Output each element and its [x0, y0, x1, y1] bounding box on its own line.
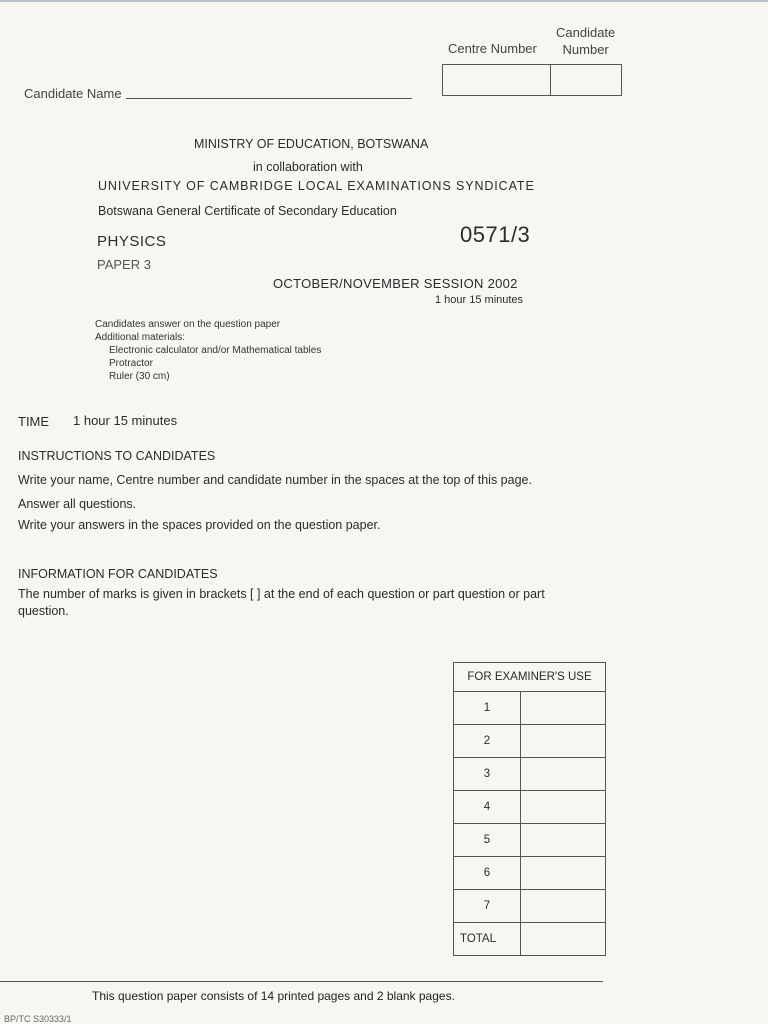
mark-cell — [521, 692, 606, 725]
materials-line: Candidates answer on the question paper — [95, 319, 281, 330]
time-value: 1 hour 15 minutes — [73, 413, 178, 428]
mark-cell — [521, 725, 606, 758]
centre-number-label: Centre Number — [448, 41, 537, 56]
table-row — [454, 824, 606, 857]
bgcse-heading: Botswana General Certificate of Secondary Education — [98, 204, 397, 218]
question-number: 1 — [454, 692, 521, 725]
materials-line: Additional materials: — [95, 332, 186, 343]
mark-cell — [521, 890, 606, 923]
examiner-use-table — [453, 662, 606, 956]
total-row — [454, 923, 606, 956]
instruction-line: Write your answers in the spaces provided on the question paper. — [18, 518, 381, 532]
examiner-heading: FOR EXAMINER'S USE — [454, 663, 606, 692]
number-box-divider — [550, 65, 551, 95]
question-number: 2 — [454, 725, 521, 758]
question-number: 6 — [454, 857, 521, 890]
time-label: TIME — [18, 414, 50, 429]
instruction-line: Write your name, Centre number and candidate number in the spaces at the top of this page. — [18, 473, 532, 487]
number-entry-box — [442, 64, 622, 96]
candidate-number-label-line1: Candidate — [556, 25, 616, 40]
ministry-heading: MINISTRY OF EDUCATION, BOTSWANA — [194, 137, 429, 151]
page-count-note: This question paper consists of 14 printed pages and 2 blank pages. — [92, 989, 455, 1003]
table-row — [454, 758, 606, 791]
mark-cell — [521, 824, 606, 857]
question-number: 3 — [454, 758, 521, 791]
materials-item: Ruler (30 cm) — [109, 371, 170, 382]
document-reference: BP/TC S30333/1 — [4, 1014, 72, 1024]
information-heading: INFORMATION FOR CANDIDATES — [18, 567, 218, 581]
materials-item: Electronic calculator and/or Mathematical tables — [109, 345, 322, 356]
examiner-header-row — [454, 663, 606, 692]
ucles-heading: UNIVERSITY OF CAMBRIDGE LOCAL EXAMINATIONS SYNDICATE — [98, 179, 535, 193]
question-number: 5 — [454, 824, 521, 857]
collaboration-text: in collaboration with — [253, 160, 363, 174]
table-row — [454, 857, 606, 890]
candidate-number-label — [556, 24, 615, 58]
instruction-line: Answer all questions. — [18, 497, 137, 511]
table-row — [454, 692, 606, 725]
total-cell — [521, 923, 606, 956]
total-label: TOTAL — [454, 923, 521, 956]
exam-session: OCTOBER/NOVEMBER SESSION 2002 — [273, 276, 518, 291]
candidate-name-label: Candidate Name — [24, 86, 122, 101]
table-row — [454, 791, 606, 824]
mark-cell — [521, 857, 606, 890]
instructions-heading: INSTRUCTIONS TO CANDIDATES — [18, 449, 216, 463]
subject-title: PHYSICS — [97, 233, 167, 250]
paper-number: PAPER 3 — [97, 257, 151, 272]
mark-cell — [521, 791, 606, 824]
candidate-name-line — [126, 98, 412, 99]
mark-cell — [521, 758, 606, 791]
candidate-number-label-line2: Number — [562, 42, 609, 57]
exam-duration: 1 hour 15 minutes — [435, 294, 524, 306]
question-number: 7 — [454, 890, 521, 923]
information-text: The number of marks is given in brackets [ ] at the end of each question or part question or part question. — [18, 587, 545, 618]
materials-block — [95, 318, 321, 383]
table-row — [454, 725, 606, 758]
footer-rule — [0, 981, 603, 982]
page-top-edge — [0, 0, 768, 2]
table-row — [454, 890, 606, 923]
paper-code: 0571/3 — [460, 222, 531, 247]
materials-item: Protractor — [109, 358, 153, 369]
question-number: 4 — [454, 791, 521, 824]
